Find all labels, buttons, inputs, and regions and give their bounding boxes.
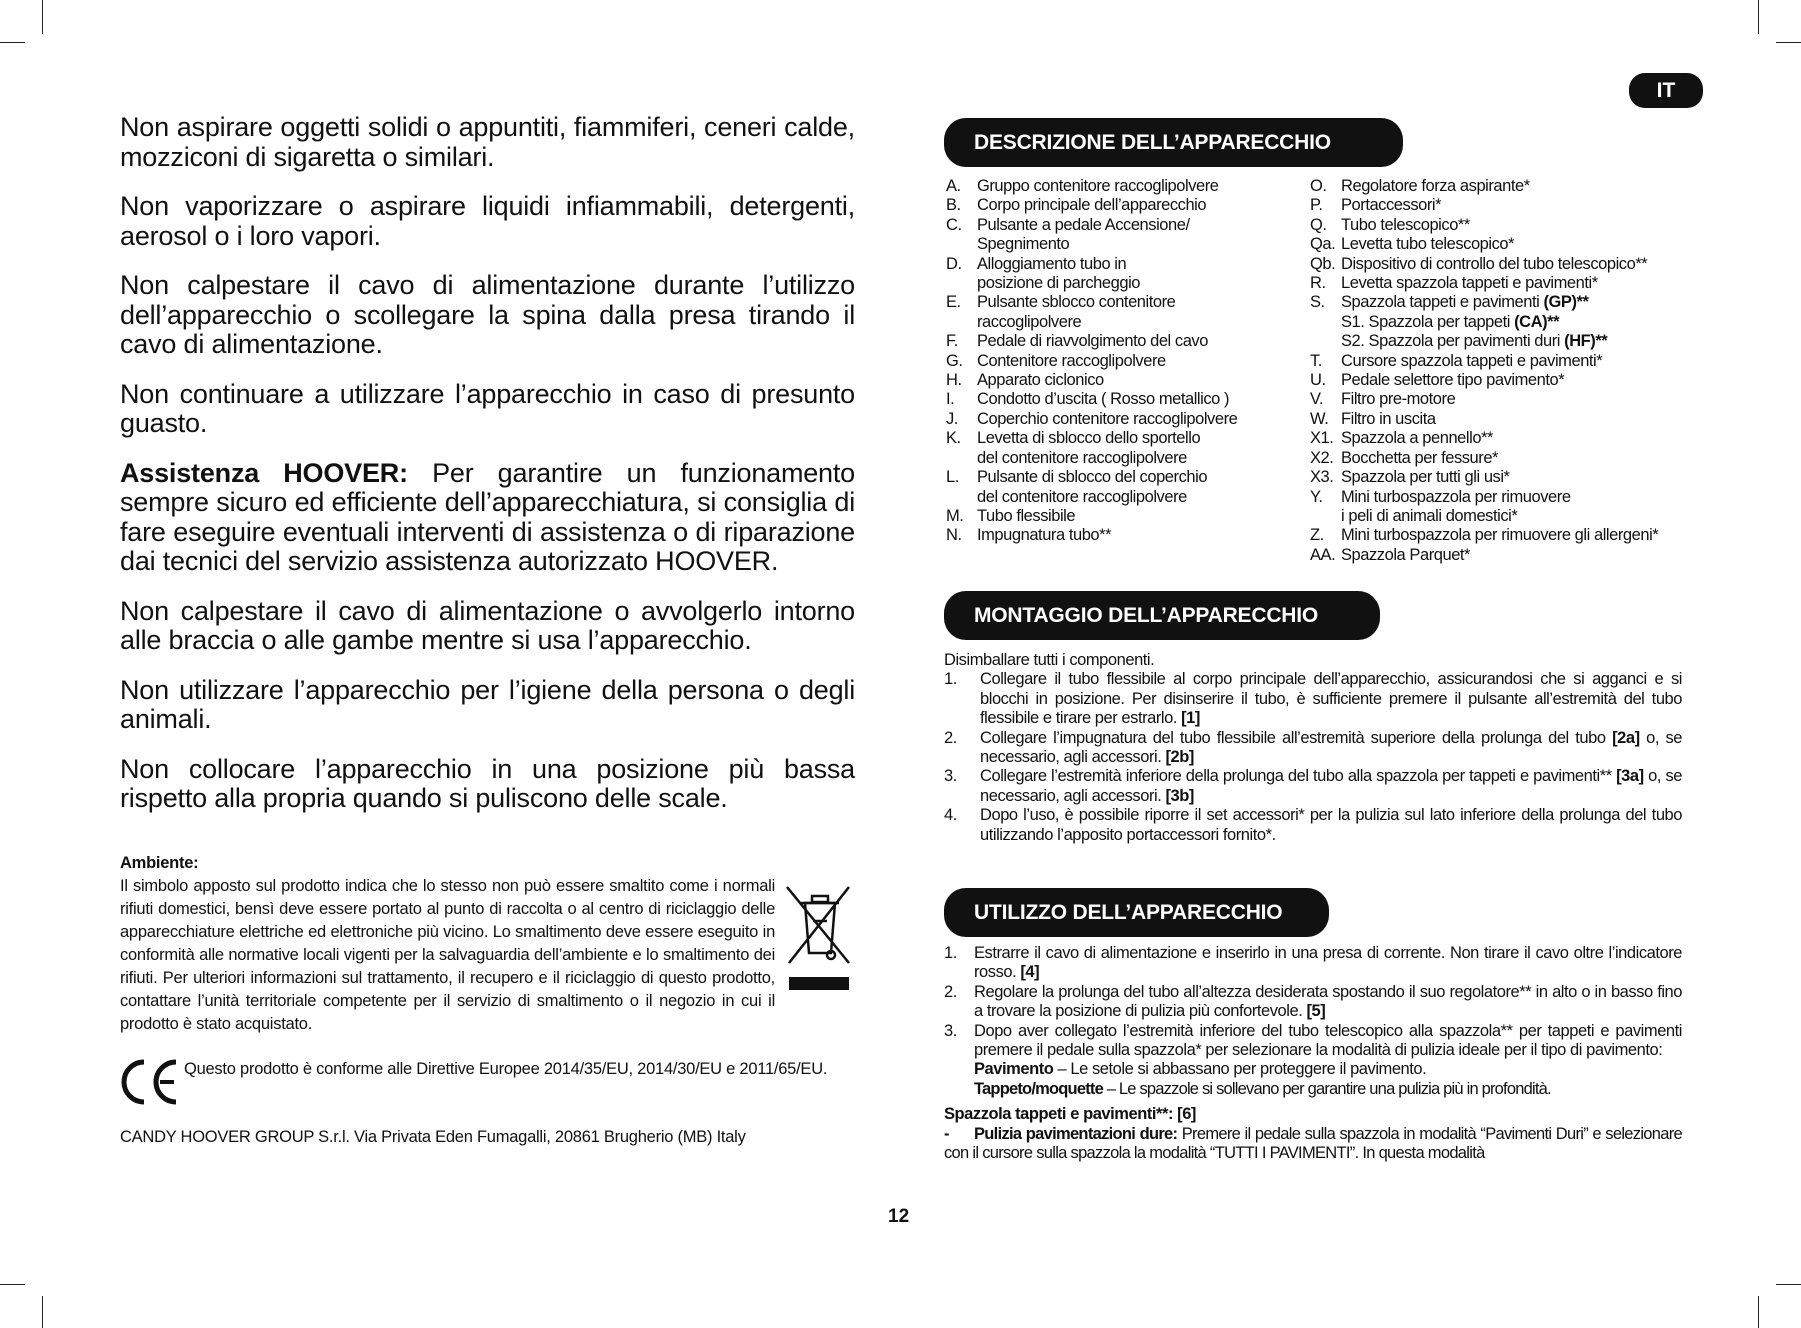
item-key: I. [946,390,955,409]
step-number: 1. [944,670,957,689]
item-line: Levetta spazzola tappeti e pavimenti* [1341,274,1598,293]
warning-paragraph [120,676,855,735]
step-number: 1. [944,944,957,962]
item-key: N. [946,526,962,545]
mode-name: Pavimento [974,1060,1054,1079]
item-label [1341,546,1470,565]
item-text: S2. Spazzola per pavimenti duri [1341,332,1565,351]
parts-list-column-1 [946,177,1237,546]
environment-heading: Ambiente: [120,854,199,872]
item-label [977,410,1237,429]
step-text-part: Regolare la prolunga del tubo all’altezza desiderata spostando il suo regolatore** in alto o in basso fino a trovare la posizione di pulizia più confortevole. [974,982,1682,1021]
item-key: Qb. [1310,254,1336,273]
warning-paragraph [120,113,855,172]
parts-list-item [946,507,1237,526]
parts-list-item [1310,352,1658,371]
item-key: X1. [1310,429,1334,448]
crop-mark [0,42,25,43]
item-key: E. [946,293,961,312]
item-label [977,332,1208,351]
parts-list-item [1310,293,1658,312]
step-text-part: Collegare l’impugnatura del tubo flessibile all’estremità superiore della prolunga del tubo [980,728,1613,747]
step-text [974,983,1682,1022]
item-label [1341,526,1658,545]
parts-list-item [1310,390,1658,409]
item-line: del contenitore raccoglipolvere [977,487,1187,506]
step-text-part: Collegare il tubo flessibile al corpo principale dell’apparecchio, assicurandosi che si agganci e si blocchi in posizione. Per disinserire il tubo, è sufficiente premere il pulsante all’estremità del tubo flessibile e tirare per estrarlo. [980,670,1682,728]
warning-text: Non vaporizzare o aspirare liquidi infiammabili, detergenti, aerosol o i loro vapori. [120,191,855,251]
item-key: S. [1310,293,1325,312]
parts-list-item [946,196,1237,215]
step-number: 3. [944,1021,957,1040]
dash: - [944,1124,949,1143]
mode-desc: – Le spazzole si sollevano per garantire una pulizia più in profondità. [1102,1079,1551,1098]
item-key: V. [1310,390,1324,409]
item-line: Pulsante a pedale Accensione/ [977,215,1190,234]
item-line: Spazzola per tutti gli usi* [1341,468,1510,487]
parts-list-item [1310,429,1658,448]
parts-list-item [946,177,1237,196]
warning-paragraph [120,755,855,814]
item-line: Pedale selettore tipo pavimento* [1341,371,1565,390]
step-text [980,729,1682,768]
usage-instructions [944,944,1682,1163]
parts-list-item [1310,255,1658,274]
weee-bin-icon [783,881,855,993]
assembly-intro: Disimballare tutti i componenti. [944,651,1155,669]
environment-text [120,875,855,1036]
figure-ref: [4] [1020,963,1040,982]
crop-mark [1758,1296,1759,1328]
parts-list-item [1310,546,1658,565]
item-line: Filtro pre-motore [1341,390,1456,409]
parts-list-item [1310,410,1658,429]
environment-section [120,852,855,1036]
step-item [944,767,1682,806]
step-item [944,944,1682,983]
step-text-part: o, se necessario, agli accessori. [980,728,1682,767]
item-label [977,468,1207,507]
parts-list-item [1310,235,1658,254]
parts-list-item [946,216,1237,255]
parts-list-item [1310,332,1658,351]
warning-text: Non calpestare il cavo di alimentazione durante l’utilizzo dell’apparecchio o scollegare la spina dalla presa tirando il cavo di alimentazione. [120,270,855,359]
step-text [980,670,1682,728]
item-line: i peli di animali domestici* [1341,506,1518,525]
item-text: S1. Spazzola per tappeti [1341,312,1515,331]
item-label [1341,196,1441,215]
item-line: raccoglipolvere [977,312,1082,331]
safety-warnings [120,113,855,834]
step-item [944,983,1682,1022]
item-line: Filtro in uscita [1341,409,1436,428]
step-item [944,729,1682,768]
item-label [1341,216,1470,235]
warning-paragraph [120,597,855,656]
parts-list-item [946,526,1237,545]
item-code: (CA)** [1514,312,1560,331]
step-item [944,1022,1682,1061]
item-label [977,429,1200,468]
parts-list-item [1310,177,1658,196]
mode-name: Tappeto/moquette [974,1079,1103,1098]
step-text [980,806,1682,845]
assembly-instructions [944,651,1682,845]
item-key: T. [1310,351,1322,370]
item-key: K. [946,429,961,448]
warning-text: Non aspirare oggetti solidi o appuntiti, fiammiferi, ceneri calde, mozziconi di sigaretta o similari. [120,112,855,172]
item-key: M. [946,506,964,525]
parts-list-item [1310,196,1658,215]
crop-mark [42,0,43,34]
step-item [944,806,1682,845]
hard-floor-text: Premere il pedale sulla spazzola in modalità “Pavimenti Duri” e selezionare con il cursore sulla spazzola la modalità “TUTTI I PAVIMENTI”. In questa modalità [944,1124,1682,1163]
item-key: O. [1310,177,1327,195]
item-line: Corpo principale dell’apparecchio [977,196,1207,215]
item-label [1341,177,1530,196]
item-line: Spazzola a pennello** [1341,429,1494,448]
company-address: CANDY HOOVER GROUP S.r.l. Via Privata Eden Fumagalli, 20861 Brugherio (MB) Italy [120,1128,746,1146]
parts-list-item [946,352,1237,371]
figure-ref: [3b] [1165,786,1194,805]
item-label [1341,313,1559,332]
floor-mode [974,1060,1682,1079]
parts-list-item [946,429,1237,468]
item-label [1341,352,1602,371]
parts-list-item [946,410,1237,429]
item-label [1341,488,1571,527]
hard-floor-label: Pulizia pavimentazioni dure: [974,1124,1178,1143]
warning-paragraph [120,380,855,439]
section-header-utilizzo: UTILIZZO DELL’APPARECCHIO [944,888,1329,937]
item-key: D. [946,254,962,273]
item-code: (HF)** [1564,332,1608,351]
item-label [1341,429,1493,448]
warning-text: Non continuare a utilizzare l’apparecchio in caso di presunto guasto. [120,378,855,438]
item-key: F. [946,332,958,351]
parts-list-item [946,332,1237,351]
parts-list-item [946,293,1237,332]
item-line: Contenitore raccoglipolvere [977,351,1166,370]
ce-mark-icon [120,1058,182,1106]
figure-ref: [1] [1181,709,1200,728]
parts-list-item [1310,371,1658,390]
item-key: P. [1310,196,1323,215]
parts-list-item [1310,313,1658,332]
crop-mark [1776,42,1801,43]
step-text-part: Dopo aver collegato l’estremità inferiore del tubo telescopico alla spazzola** per tappeti e pavimenti premere il pedale sulla spazzola* per selezionare la modalità di pulizia ideale per il tipo di pavimento: [974,1021,1682,1060]
item-key: R. [1310,274,1326,293]
warning-text: Per garantire un funzionamento sempre sicuro ed efficiente dell’apparecchiatura, si consiglia di fare eseguire eventuali interventi di assistenza o di riparazione dai tecnici del servizio assistenza autorizzato HOOVER. [120,457,855,576]
item-label [1341,390,1455,409]
item-label [1341,332,1607,351]
step-number: 4. [944,806,957,825]
step-text [974,944,1682,983]
item-key: AA. [1310,545,1336,564]
warning-bold: Assistenza HOOVER: [120,457,408,488]
figure-ref: [2b] [1165,748,1194,767]
step-text [974,1022,1682,1061]
item-line: Condotto d’uscita ( Rosso metallico ) [977,390,1230,409]
item-line: del contenitore raccoglipolvere [977,448,1187,467]
item-line: Cursore spazzola tappeti e pavimenti* [1341,351,1603,370]
mode-desc: – Le setole si abbassano per proteggere il pavimento. [1053,1060,1427,1079]
parts-list-item [946,390,1237,409]
environment-body: Il simbolo apposto sul prodotto indica che lo stesso non può essere smaltito come i normali rifiuti domestici, bensì deve essere portato al punto di raccolta o al centro di riciclaggio delle apparecchiature elettriche ed elettroniche più vicino. Lo smaltimento deve essere eseguito in conformità alle normative locali vigenti per la salvaguardia dell’ambiente e lo smaltimento dei rifiuti. Per ulteriori informazioni sul trattamento, il recupero e il riciclaggio di questo prodotto, contattare l’unità territoriale competente per il servizio di smaltimento o il negozio in cui il prodotto è stato acquistato. [120,877,775,1033]
item-key: L. [946,468,959,487]
item-label [977,177,1219,196]
parts-list-item [1310,449,1658,468]
item-key: Z. [1310,526,1324,545]
item-label [977,216,1190,255]
item-line: Pulsante sblocco contenitore [977,293,1176,312]
item-key: W. [1310,409,1329,428]
item-line: Tubo flessibile [977,506,1076,525]
item-line: posizione di parcheggio [977,274,1141,293]
crop-mark [1776,1284,1801,1285]
crop-mark [42,1296,43,1328]
item-key: H. [946,371,962,390]
ce-declaration [120,1058,855,1106]
item-line: Impugnatura tubo** [977,526,1112,545]
item-line: Mini turbospazzola per rimuovere [1341,487,1571,506]
item-line: Spegnimento [977,235,1070,254]
figure-ref: [3a] [1616,767,1644,786]
step-number: 2. [944,982,957,1001]
item-line: Bocchetta per fessure* [1341,448,1499,467]
item-line: Dispositivo di controllo del tubo telescopico** [1341,254,1648,273]
item-key: B. [946,196,961,215]
item-key: X3. [1310,468,1334,487]
crop-mark [0,1284,25,1285]
item-label [1341,449,1498,468]
parts-list-column-2 [1310,177,1658,565]
item-code: (GP)** [1543,293,1589,312]
item-label [1341,274,1598,293]
warning-paragraph [120,271,855,360]
item-label [1341,371,1564,390]
item-line: Regolatore forza aspirante* [1341,177,1530,195]
item-key: J. [946,409,958,428]
step-text-part: Estrarre il cavo di alimentazione e inserirlo in una presa di corrente. Non tirare il cavo oltre l’indicatore rosso. [974,944,1682,982]
parts-list-item [1310,468,1658,487]
ce-text: Questo prodotto è conforme alle Direttive Europee 2014/35/EU, 2014/30/EU e 2011/65/EU. [184,1060,828,1078]
item-key: A. [946,177,961,195]
parts-list-item [946,371,1237,390]
item-line: Gruppo contenitore raccoglipolvere [977,177,1219,195]
parts-list-item [1310,526,1658,545]
item-key: Y. [1310,487,1323,506]
item-line: Portaccessori* [1341,196,1442,215]
parts-list-item [1310,488,1658,527]
item-line: Alloggiamento tubo in [977,254,1127,273]
floor-mode [974,1080,1682,1099]
step-text [980,767,1682,806]
item-label [977,371,1104,390]
item-line: Coperchio contenitore raccoglipolvere [977,409,1238,428]
item-label [977,390,1229,409]
item-text: Spazzola tappeti e pavimenti [1341,293,1544,312]
warning-paragraph [120,459,855,577]
language-badge: IT [1629,73,1703,108]
step-number: 3. [944,767,957,786]
item-label [1341,235,1514,254]
item-key: Q. [1310,215,1327,234]
warning-text: Non calpestare il cavo di alimentazione o avvolgerlo intorno alle braccia o alle gambe mentre si usa l’apparecchio. [120,595,855,655]
item-line: Mini turbospazzola per rimuovere gli allergeni* [1341,526,1659,545]
item-line: Levetta tubo telescopico* [1341,235,1515,254]
item-line: Levetta di sblocco dello sportello [977,429,1201,448]
item-label [1341,410,1436,429]
item-label [977,526,1111,545]
item-key [1310,332,1341,351]
item-label [977,293,1175,332]
item-line: Spazzola Parquet* [1341,545,1471,564]
section-header-descrizione: DESCRIZIONE DELL’APPARECCHIO [944,118,1403,167]
section-header-montaggio: MONTAGGIO DELL’APPARECCHIO [944,591,1380,640]
warning-paragraph [120,192,855,251]
parts-list-item [946,255,1237,294]
figure-ref: [5] [1306,1002,1326,1021]
item-key [1310,313,1341,332]
item-label [977,507,1075,526]
item-key: Qa. [1310,235,1336,254]
parts-list-item [1310,216,1658,235]
parts-list-item [946,468,1237,507]
crop-mark [1758,0,1759,34]
item-line: Apparato ciclonico [977,371,1104,390]
item-line: Pulsante di sblocco del coperchio [977,468,1208,487]
warning-text: Non collocare l’apparecchio in una posizione più bassa rispetto alla propria quando si puliscono delle scale. [120,753,855,813]
step-text-part: Collegare l’estremità inferiore della prolunga del tubo alla spazzola per tappeti e pavimenti** [980,767,1617,786]
parts-list-item [1310,274,1658,293]
item-label [1341,468,1510,487]
step-number: 2. [944,728,957,747]
item-key: X2. [1310,448,1334,467]
item-key: G. [946,351,963,370]
brush-heading: Spazzola tappeti e pavimenti**: [6] [944,1105,1196,1124]
warning-text: Non utilizzare l’apparecchio per l’igiene della persona o degli animali. [120,674,855,734]
item-line: Pedale di riavvolgimento del cavo [977,332,1208,351]
step-text-part: o, se necessario, agli accessori. [980,767,1683,805]
page-number: 12 [888,1206,910,1227]
item-label [1341,293,1588,312]
item-label [1341,255,1647,274]
step-item [944,670,1682,728]
step-text-part: Dopo l’uso, è possibile riporre il set accessori* per la pulizia sul lato inferiore della prolunga del tubo utilizzando l’apposito portaccessori fornito*. [980,806,1682,844]
figure-ref: [2a] [1612,728,1640,747]
item-label [977,352,1166,371]
item-line: Tubo telescopico** [1341,215,1470,234]
item-label [977,196,1206,215]
item-label [977,255,1140,294]
item-key: U. [1310,371,1326,390]
item-key: C. [946,215,962,234]
